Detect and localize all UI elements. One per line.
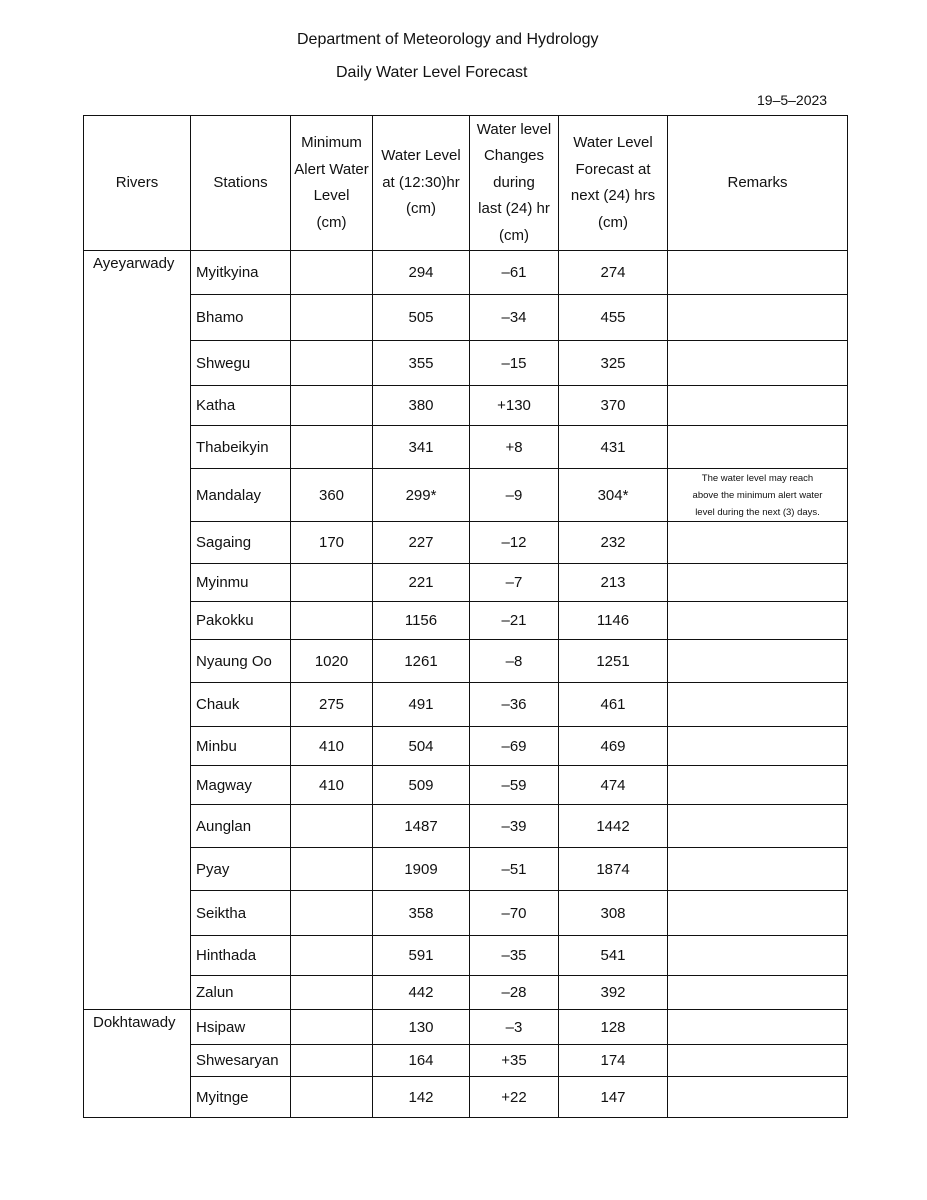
header-rivers: Rivers [84, 116, 191, 251]
table-row [84, 469, 848, 522]
water-level-cell: 491 [373, 683, 470, 727]
water-level-cell: 227 [373, 522, 470, 564]
table-row [84, 1010, 848, 1045]
station-name: Aunglan [191, 805, 291, 848]
table-row [84, 891, 848, 936]
change-cell: +130 [470, 386, 559, 426]
change-cell: –59 [470, 766, 559, 805]
header-water-level: Water Level at (12:30)hr (cm) [373, 116, 470, 251]
change-cell: –70 [470, 891, 559, 936]
min-alert-cell [291, 386, 373, 426]
remarks-cell [668, 1010, 848, 1045]
table-row [84, 251, 848, 295]
station-name: Magway [191, 766, 291, 805]
station-name: Zalun [191, 976, 291, 1010]
forecast-cell: 461 [559, 683, 668, 727]
river-name: Ayeyarwady [84, 251, 191, 1010]
change-cell: –7 [470, 564, 559, 602]
min-alert-cell [291, 936, 373, 976]
min-alert-cell: 410 [291, 727, 373, 766]
river-name: Dokhtawady [84, 1010, 191, 1118]
forecast-cell: 431 [559, 426, 668, 469]
table-row [84, 386, 848, 426]
remarks-cell [668, 386, 848, 426]
min-alert-cell [291, 341, 373, 386]
change-cell: +22 [470, 1077, 559, 1118]
station-name: Mandalay [191, 469, 291, 522]
remarks-line: The water level may reach [701, 472, 814, 484]
remarks-cell [668, 640, 848, 683]
water-level-cell: 130 [373, 1010, 470, 1045]
min-alert-cell [291, 1077, 373, 1118]
station-name: Pyay [191, 848, 291, 891]
table-row [84, 602, 848, 640]
water-level-cell: 505 [373, 295, 470, 341]
forecast-cell: 541 [559, 936, 668, 976]
header-min-alert: Minimum Alert Water Level (cm) [291, 116, 373, 251]
water-level-cell: 341 [373, 426, 470, 469]
station-name: Hinthada [191, 936, 291, 976]
forecast-cell: 147 [559, 1077, 668, 1118]
water-level-table [83, 115, 848, 1118]
forecast-cell: 304* [559, 469, 668, 522]
remarks-line: level during the next (3) days. [695, 506, 820, 518]
min-alert-cell: 410 [291, 766, 373, 805]
table-row [84, 683, 848, 727]
min-alert-cell: 170 [291, 522, 373, 564]
report-date: 19–5–2023 [757, 92, 828, 108]
min-alert-cell [291, 295, 373, 341]
forecast-cell: 469 [559, 727, 668, 766]
remarks-cell [668, 469, 848, 522]
change-cell: –15 [470, 341, 559, 386]
station-name: Pakokku [191, 602, 291, 640]
station-name: Myitnge [191, 1077, 291, 1118]
station-name: Minbu [191, 727, 291, 766]
min-alert-cell [291, 251, 373, 295]
remarks-cell [668, 426, 848, 469]
station-name: Nyaung Oo [191, 640, 291, 683]
station-name: Seiktha [191, 891, 291, 936]
min-alert-cell [291, 891, 373, 936]
station-name: Katha [191, 386, 291, 426]
remarks-cell [668, 891, 848, 936]
remarks-cell [668, 683, 848, 727]
forecast-cell: 1874 [559, 848, 668, 891]
remarks-cell [668, 251, 848, 295]
change-cell: –21 [470, 602, 559, 640]
change-cell: +8 [470, 426, 559, 469]
table-row [84, 848, 848, 891]
min-alert-cell: 360 [291, 469, 373, 522]
water-level-cell: 294 [373, 251, 470, 295]
station-name: Bhamo [191, 295, 291, 341]
min-alert-cell [291, 1045, 373, 1077]
forecast-cell: 232 [559, 522, 668, 564]
forecast-cell: 455 [559, 295, 668, 341]
remarks-cell [668, 727, 848, 766]
remarks-cell [668, 976, 848, 1010]
min-alert-cell [291, 848, 373, 891]
remarks-cell [668, 564, 848, 602]
remarks-cell [668, 295, 848, 341]
water-level-cell: 299* [373, 469, 470, 522]
station-name: Shwegu [191, 341, 291, 386]
table-row [84, 295, 848, 341]
station-name: Thabeikyin [191, 426, 291, 469]
change-cell: –61 [470, 251, 559, 295]
page-subtitle: Daily Water Level Forecast [336, 64, 528, 81]
table-row [84, 805, 848, 848]
water-level-cell: 355 [373, 341, 470, 386]
water-level-cell: 442 [373, 976, 470, 1010]
table-row [84, 1077, 848, 1118]
water-level-cell: 1156 [373, 602, 470, 640]
remarks-cell [668, 341, 848, 386]
remarks-cell [668, 936, 848, 976]
forecast-cell: 370 [559, 386, 668, 426]
change-cell: –28 [470, 976, 559, 1010]
change-cell: –34 [470, 295, 559, 341]
header-remarks: Remarks [668, 116, 848, 251]
remarks-cell [668, 766, 848, 805]
page-title: Department of Meteorology and Hydrology [297, 31, 599, 48]
forecast-cell: 128 [559, 1010, 668, 1045]
water-level-cell: 504 [373, 727, 470, 766]
forecast-cell: 325 [559, 341, 668, 386]
table-row [84, 936, 848, 976]
table-row [84, 522, 848, 564]
header-forecast: Water Level Forecast at next (24) hrs (cm) [559, 116, 668, 251]
min-alert-cell [291, 564, 373, 602]
min-alert-cell [291, 805, 373, 848]
change-cell: –12 [470, 522, 559, 564]
forecast-cell: 392 [559, 976, 668, 1010]
water-level-cell: 164 [373, 1045, 470, 1077]
station-name: Sagaing [191, 522, 291, 564]
remarks-cell [668, 805, 848, 848]
change-cell: –51 [470, 848, 559, 891]
header-stations: Stations [191, 116, 291, 251]
forecast-cell: 274 [559, 251, 668, 295]
water-level-cell: 1261 [373, 640, 470, 683]
change-cell: +35 [470, 1045, 559, 1077]
station-name: Shwesaryan [191, 1045, 291, 1077]
min-alert-cell [291, 1010, 373, 1045]
table-row [84, 1045, 848, 1077]
water-level-cell: 509 [373, 766, 470, 805]
water-level-cell: 1909 [373, 848, 470, 891]
station-name: Myitkyina [191, 251, 291, 295]
change-cell: –35 [470, 936, 559, 976]
remarks-cell [668, 848, 848, 891]
table-row [84, 766, 848, 805]
forecast-cell: 213 [559, 564, 668, 602]
change-cell: –9 [470, 469, 559, 522]
change-cell: –36 [470, 683, 559, 727]
forecast-cell: 1442 [559, 805, 668, 848]
table-row [84, 341, 848, 386]
remarks-line: above the minimum alert water [692, 489, 823, 501]
water-level-cell: 358 [373, 891, 470, 936]
remarks-cell [668, 1045, 848, 1077]
water-level-cell: 221 [373, 564, 470, 602]
table-row [84, 426, 848, 469]
min-alert-cell [291, 976, 373, 1010]
water-level-cell: 1487 [373, 805, 470, 848]
change-cell: –8 [470, 640, 559, 683]
forecast-cell: 308 [559, 891, 668, 936]
forecast-cell: 474 [559, 766, 668, 805]
water-level-cell: 591 [373, 936, 470, 976]
table-header-row [84, 116, 848, 251]
min-alert-cell [291, 602, 373, 640]
change-cell: –39 [470, 805, 559, 848]
water-level-cell: 142 [373, 1077, 470, 1118]
forecast-cell: 1251 [559, 640, 668, 683]
forecast-cell: 1146 [559, 602, 668, 640]
min-alert-cell: 1020 [291, 640, 373, 683]
header-changes: Water level Changes during last (24) hr (cm) [470, 116, 559, 251]
table-row [84, 640, 848, 683]
station-name: Hsipaw [191, 1010, 291, 1045]
table-row [84, 564, 848, 602]
remarks-cell [668, 522, 848, 564]
min-alert-cell: 275 [291, 683, 373, 727]
table-row [84, 976, 848, 1010]
forecast-cell: 174 [559, 1045, 668, 1077]
station-name: Chauk [191, 683, 291, 727]
water-level-cell: 380 [373, 386, 470, 426]
change-cell: –69 [470, 727, 559, 766]
remarks-cell [668, 1077, 848, 1118]
min-alert-cell [291, 426, 373, 469]
station-name: Myinmu [191, 564, 291, 602]
remarks-cell [668, 602, 848, 640]
change-cell: –3 [470, 1010, 559, 1045]
table-row [84, 727, 848, 766]
